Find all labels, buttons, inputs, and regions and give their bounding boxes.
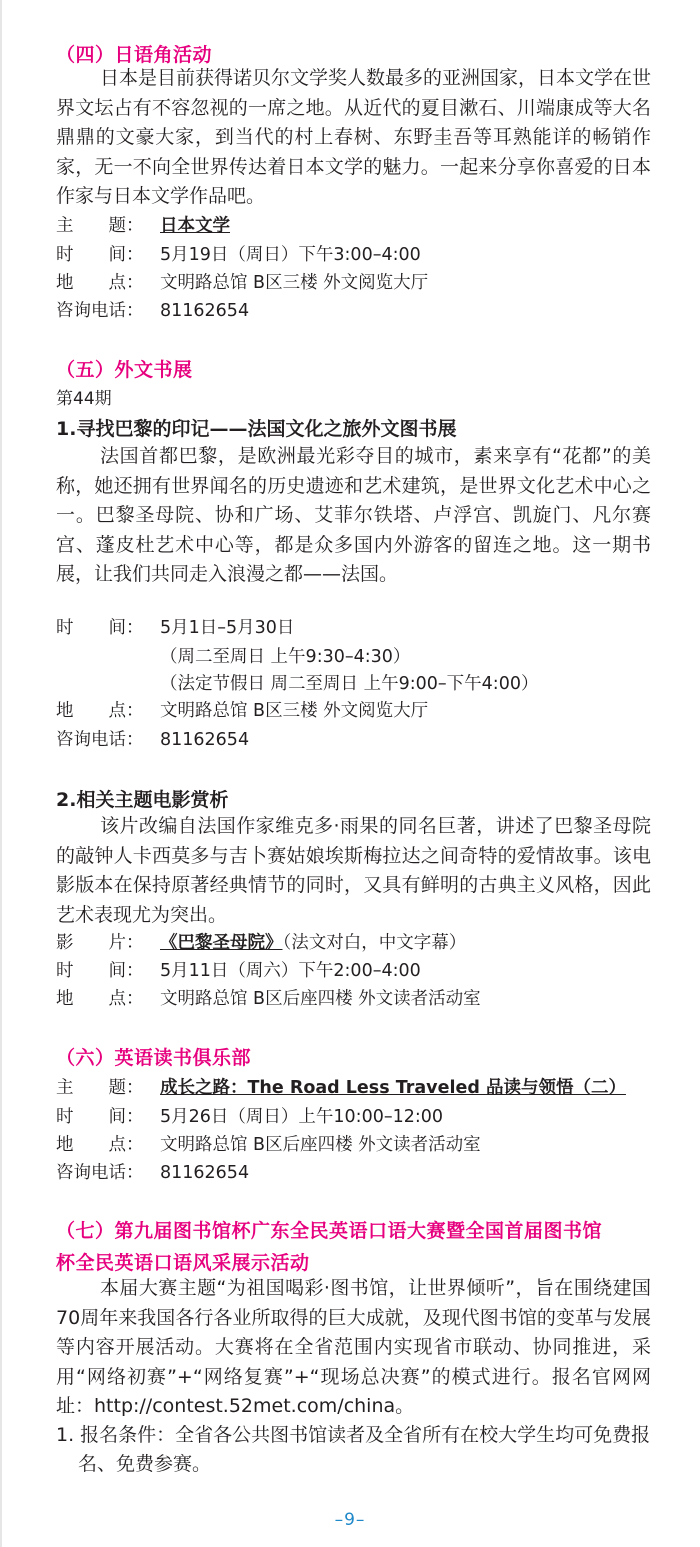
place-value: 文明路总馆 B区后座四楼 外文读者活动室 (160, 989, 481, 1009)
page-number: –9– (334, 1510, 366, 1530)
place-value: 文明路总馆 B区三楼 外文阅览大厅 (160, 273, 429, 293)
time-value: 5月26日（周日）上午10:00–12:00 (160, 1107, 444, 1127)
book-fair-holiday-hours: （法定节假日 周二至周日 上午9:00–下午4:00） (160, 674, 539, 694)
book-fair-place-row (56, 697, 656, 725)
theme-label: 主 题： (56, 216, 144, 236)
theme-value: 日本文学 (160, 216, 230, 236)
book-fair-paragraph: 法国首都巴黎，是欧洲最光彩夺目的城市，素来享有“花都”的美称，她还拥有世界闻名的历史遗迹和艺术建筑，是世界文化艺术中心之一。巴黎圣母院、协和广场、艾菲尔铁塔、卢浮宫、凯旋门、凡尔赛宫、蓬皮杜艺术中心等，都是众多国内外游客的留连之地。这一期书展，让我们共同走入浪漫之都——法国。 (56, 445, 651, 585)
time-label: 时 间： (56, 961, 144, 981)
theme-value: 成长之路：The Road Less Traveled 品读与领悟（二） (160, 1078, 626, 1098)
phone-label: 咨询电话： (56, 301, 144, 321)
time-value: 5月1日–5月30日 (160, 618, 295, 638)
place-label: 地 点： (56, 989, 144, 1009)
section-6-phone-row (56, 1159, 656, 1187)
place-value: 文明路总馆 B区三楼 外文阅览大厅 (160, 701, 429, 721)
page-edge-line (0, 0, 2, 1547)
section-4-phone-row (56, 297, 656, 325)
section-4-time-row (56, 241, 656, 269)
theme-label: 主 题： (56, 1078, 144, 1098)
phone-label: 咨询电话： (56, 1163, 144, 1183)
section-7-paragraph: 本届大赛主题“为祖国喝彩·图书馆，让世界倾听”，旨在围绕建国70周年来我国各行各业所取得的巨大成就，及现代图书馆的变革与发展等内容开展活动。大赛将在全省范围内实现省市联动、协同推进，采用“网络初赛”+“网络复赛”+“现场总决赛”的模式进行。报名官网网址：http://contest.52met.com/china。 (56, 1277, 651, 1417)
section-5-title: （五）外文书展 (56, 359, 193, 381)
phone-value: 81162654 (160, 730, 250, 750)
film-value: 《巴黎圣母院》 (160, 933, 283, 953)
film-paragraph: 该片改编自法国作家维克多·雨果的同名巨著，讲述了巴黎圣母院的敲钟人卡西莫多与吉卜赛姑娘埃斯梅拉达之间奇特的爱情故事。该电影版本在保持原著经典情节的同时，又具有鲜明的古典主义风格，因此艺术表现尤为突出。 (56, 815, 651, 926)
place-label: 地 点： (56, 273, 144, 293)
book-fair-hours: （周二至周日 上午9:30–4:30） (160, 647, 411, 667)
section-4-paragraph: 日本是目前获得诺贝尔文学奖人数最多的亚洲国家，日本文学在世界文坛占有不容忽视的一席之地。从近代的夏目漱石、川端康成等大名鼎鼎的文豪大家，到当代的村上春树、东野圭吾等耳熟能详的畅销作家，无一不向全世界传达着日本文学的魅力。一起来分享你喜爱的日本作家与日本文学作品吧。 (56, 67, 652, 207)
phone-label: 咨询电话： (56, 730, 144, 750)
book-fair-time-row (56, 614, 656, 642)
section-6-place-row (56, 1131, 656, 1159)
film-time-row (56, 957, 656, 985)
section-6-title: （六）英语读书俱乐部 (56, 1047, 252, 1069)
section-4-theme-row (56, 212, 656, 240)
book-fair-phone-row (56, 726, 656, 754)
place-label: 地 点： (56, 701, 144, 721)
time-value: 5月11日（周六）下午2:00–4:00 (160, 961, 421, 981)
time-value: 5月19日（周日）下午3:00–4:00 (160, 245, 421, 265)
place-value: 文明路总馆 B区后座四楼 外文读者活动室 (160, 1135, 481, 1155)
film-label: 影 片： (56, 933, 144, 953)
phone-value: 81162654 (160, 1163, 250, 1183)
time-label: 时 间： (56, 1107, 144, 1127)
time-label: 时 间： (56, 618, 144, 638)
film-place-row (56, 985, 656, 1013)
film-name-row (56, 929, 656, 957)
issue-number: 第44期 (56, 389, 112, 409)
section-6-theme-row (56, 1074, 656, 1102)
section-7-title-line1: （七）第九届图书馆杯广东全民英语口语大赛暨全国首届图书馆 (56, 1220, 603, 1242)
section-4-place-row (56, 269, 656, 297)
phone-value: 81162654 (160, 301, 250, 321)
book-fair-title: 1.寻找巴黎的印记——法国文化之旅外文图书展 (56, 418, 457, 440)
film-note: （法文对白，中文字幕） (282, 933, 467, 953)
section-6-time-row (56, 1103, 656, 1131)
time-label: 时 间： (56, 245, 144, 265)
place-label: 地 点： (56, 1135, 144, 1155)
film-title: 2.相关主题电影赏析 (56, 789, 229, 811)
list-item-eligibility: 1. 报名条件：全省各公共图书馆读者及全省所有在校大学生均可免费报名、免费参赛。 (56, 1424, 651, 1475)
section-4-title: （四）日语角活动 (56, 44, 213, 66)
section-7-title-line2: 杯全民英语口语风采展示活动 (56, 1252, 310, 1274)
